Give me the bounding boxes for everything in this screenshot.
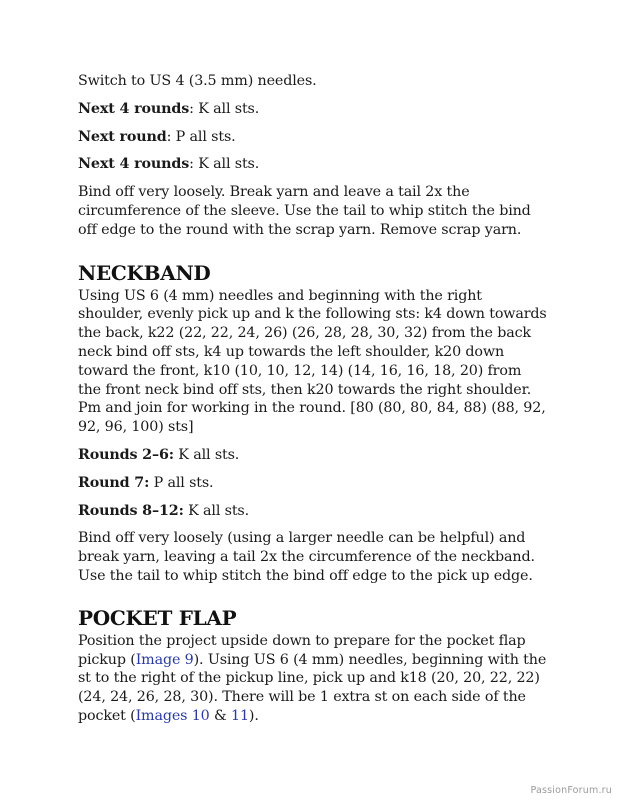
switch-needles-text: Switch to US 4 (3.5 mm) needles.	[78, 73, 317, 89]
step-text: : K all sts.	[189, 156, 260, 173]
images-10-link[interactable]: Images 10	[135, 707, 210, 724]
step-text: P all sts.	[149, 474, 214, 491]
neckband-step-rounds-8-12	[78, 502, 548, 521]
image-9-link[interactable]: Image 9	[135, 651, 194, 668]
pocket-flap-heading: POCKET FLAP	[78, 605, 237, 630]
step-text: : P all sts.	[166, 128, 236, 145]
bind-off-sleeve-text: Bind off very loosely. Break yarn and leave a tail 2x the circumference of the sleeve. Use the tail to whip stitch the bind off edge to the round with the scrap yarn. Remove scrap yarn.	[78, 184, 531, 238]
watermark: PassionForum.ru	[530, 785, 612, 796]
step-label: Next 4 rounds	[78, 156, 190, 173]
pocket-flap-text-part: Position the project upside down to prepare for the pocket flap pickup (	[78, 632, 526, 668]
step-next-4-rounds-k	[78, 100, 548, 119]
step-next-4-rounds-k-2	[78, 155, 548, 174]
step-label: Rounds 8–12:	[78, 502, 184, 519]
ampersand: &	[209, 707, 232, 724]
pocket-flap-text-part: ).	[248, 707, 259, 724]
step-text: : K all sts.	[189, 100, 260, 117]
pocket-flap-text-part: ). Using US 6 (4 mm) needles, beginning with the st to the right of the pickup line, pick up and k18 (20, 20, 22, 22) (24, 24, 26, 28, 30). There will be 1 extra st on each side of the pocket (	[78, 651, 547, 724]
neckband-bind-off-text: Bind off very loosely (using a larger needle can be helpful) and break yarn, leaving a tail 2x the circumference of the neckband. Use the tail to whip stitch the bind off edge to the pick up edge.	[78, 530, 535, 584]
step-label: Next 4 rounds	[78, 100, 190, 117]
neckband-intro-text: Using US 6 (4 mm) needles and beginning with the right shoulder, evenly pick up and k the following sts: k4 down towards the back, k22 (22, 22, 24, 26) (26, 28, 28, 30, 32) from the back neck bind off sts, k4 up towards the left shoulder, k20 down toward the front, k10 (10, 10, 12, 14) (14, 16, 16, 18, 20) from the front neck bind off sts, then k20 towards the right shoulder. Pm and join for working in the round. [80 (80, 80, 84, 88) (88, 92, 92, 96, 100) sts]	[78, 287, 547, 436]
pocket-flap-text	[78, 632, 548, 726]
neckband-step-rounds-2-6	[78, 446, 548, 465]
step-next-round-p	[78, 128, 548, 147]
step-label: Round 7:	[78, 474, 150, 491]
image-11-link[interactable]: 11	[231, 707, 249, 724]
neckband-heading: NECKBAND	[78, 260, 211, 285]
step-text: K all sts.	[173, 446, 240, 463]
step-label: Rounds 2–6:	[78, 446, 174, 463]
step-text: K all sts.	[183, 502, 250, 519]
document-page	[78, 72, 548, 726]
step-label: Next round	[78, 128, 167, 145]
neckband-step-round-7	[78, 474, 548, 493]
